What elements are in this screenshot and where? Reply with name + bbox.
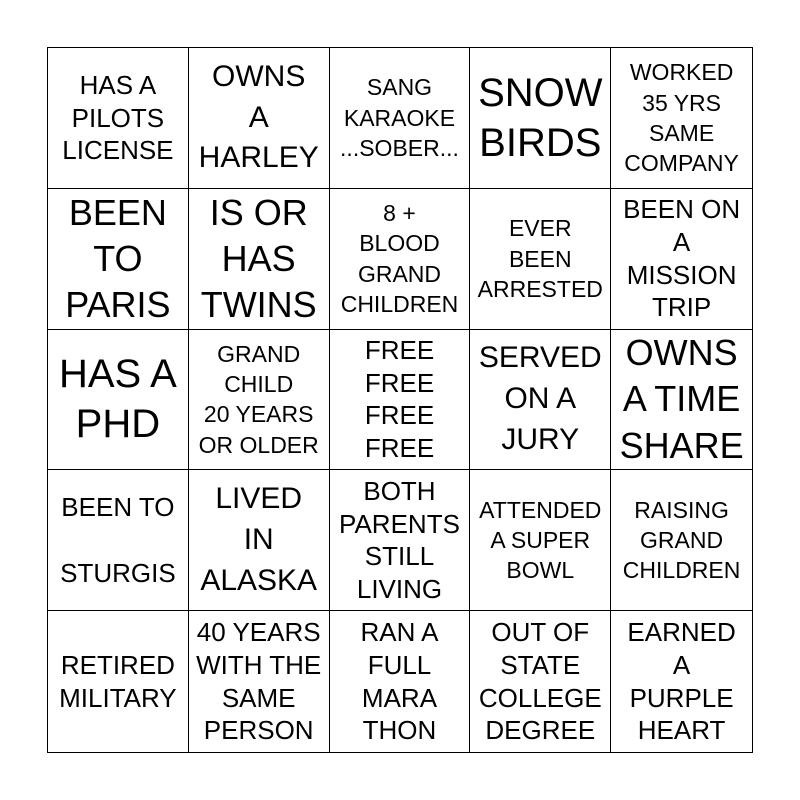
cell-text: RETIRED MILITARY: [59, 649, 177, 713]
cell-text: GRAND CHILD 20 YEARS OR OLDER: [198, 340, 319, 458]
cell-text: BEEN ON A MISSION TRIP: [623, 194, 741, 323]
bingo-cell-2-3[interactable]: [330, 189, 471, 330]
cell-text: LIVED IN ALASKA: [200, 482, 318, 597]
cell-text: HAS A PHD: [58, 352, 177, 447]
cell-text: RAN A FULL MARA THON: [360, 617, 439, 746]
bingo-cell-1-1[interactable]: [48, 48, 189, 189]
bingo-cell-5-1[interactable]: [48, 611, 189, 752]
bingo-cell-1-5[interactable]: [611, 48, 752, 189]
cell-text: SNOW BIRDS: [478, 70, 603, 165]
cell-text: FREE FREE FREE FREE: [364, 334, 435, 464]
bingo-cell-1-3[interactable]: [330, 48, 471, 189]
bingo-cell-3-5[interactable]: [611, 330, 752, 471]
bingo-cell-4-3[interactable]: [330, 470, 471, 611]
bingo-board: [47, 47, 753, 753]
bingo-cell-3-4[interactable]: [470, 330, 611, 471]
bingo-cell-4-1[interactable]: [48, 470, 189, 611]
cell-text: BOTH PARENTS STILL LIVING: [339, 475, 460, 605]
bingo-cell-5-2[interactable]: [189, 611, 330, 752]
cell-text: HAS A PILOTS LICENSE: [62, 69, 174, 166]
cell-text: OWNS A TIME SHARE: [619, 332, 744, 466]
cell-text: SANG KARAOKE ...SOBER...: [340, 74, 459, 162]
cell-text: OUT OF STATE COLLEGE DEGREE: [478, 617, 602, 746]
bingo-cell-2-1[interactable]: [48, 189, 189, 330]
bingo-cell-4-2[interactable]: [189, 470, 330, 611]
bingo-cell-3-3[interactable]: [330, 330, 471, 471]
cell-text: 40 YEARS WITH THE SAME PERSON: [196, 617, 322, 746]
cell-text: WORKED 35 YRS SAME COMPANY: [624, 59, 739, 177]
cell-text: ATTENDED A SUPER BOWL: [479, 496, 602, 584]
cell-text: 8 + BLOOD GRAND CHILDREN: [340, 199, 459, 318]
cell-text: BEEN TO PARIS: [65, 191, 171, 325]
bingo-cell-1-2[interactable]: [189, 48, 330, 189]
bingo-cell-1-4[interactable]: [470, 48, 611, 189]
bingo-cell-5-3[interactable]: [330, 611, 471, 752]
bingo-cell-3-2[interactable]: [189, 330, 330, 471]
cell-text: RAISING GRAND CHILDREN: [622, 496, 741, 584]
cell-text: EARNED A PURPLE HEART: [627, 617, 736, 746]
cell-text: IS OR HAS TWINS: [200, 191, 317, 325]
cell-text: OWNS A HARLEY: [198, 59, 319, 175]
bingo-cell-2-5[interactable]: [611, 189, 752, 330]
bingo-cell-4-5[interactable]: [611, 470, 752, 611]
bingo-cell-3-1[interactable]: [48, 330, 189, 471]
bingo-cell-5-5[interactable]: [611, 611, 752, 752]
bingo-cell-2-4[interactable]: [470, 189, 611, 330]
bingo-cell-2-2[interactable]: [189, 189, 330, 330]
bingo-cell-4-4[interactable]: [470, 470, 611, 611]
cell-text: SERVED ON A JURY: [478, 341, 602, 456]
cell-text: BEEN TO STURGIS: [60, 492, 176, 588]
bingo-cell-5-4[interactable]: [470, 611, 611, 752]
cell-text: EVER BEEN ARRESTED: [477, 215, 603, 302]
